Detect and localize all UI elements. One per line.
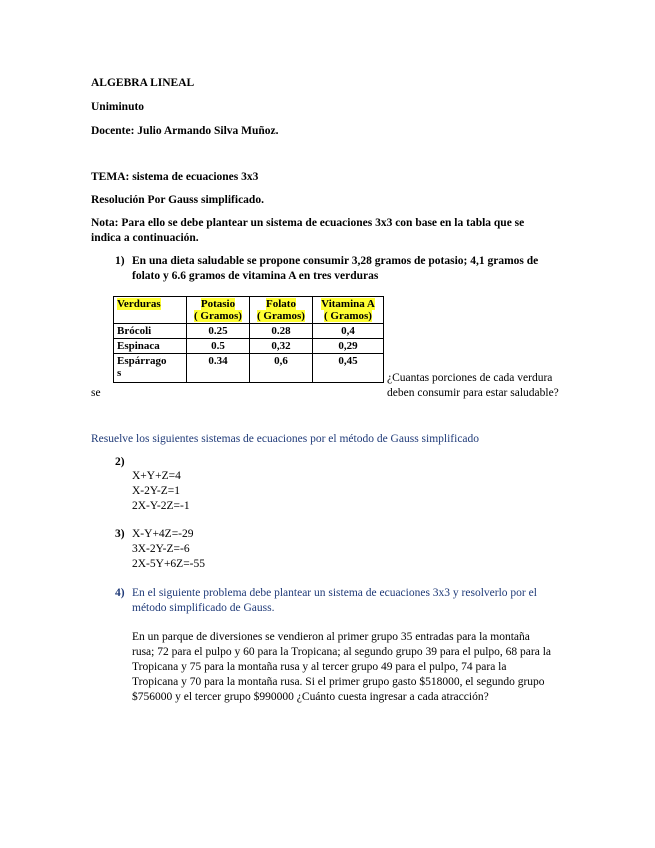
header-cell-potasio [187,297,250,324]
cell-folato: 0,32 [250,339,313,354]
cell-vitamina: 0,29 [313,339,384,354]
equation-2-2: X-2Y-Z=1 [132,485,181,497]
header-label: Folato [266,298,296,310]
cell-vitamina: 0,4 [313,324,384,339]
section-title: Resuelve los siguientes sistemas de ecuaciones por el método de Gauss simplificado [91,433,480,445]
course-title: ALGEBRA LINEAL [91,77,195,89]
problem-4-body-line-2: rusa; 72 para el pulpo y 60 para la Tropicana; al segundo grupo 39 para el pulpo, 68 para la [132,646,551,658]
cell-vegetable [114,354,187,383]
note-line-1: Nota: Para ello se debe plantear un sistema de ecuaciones 3x3 con base en la tabla que se [91,217,525,229]
cell-vegetable: Brócoli [114,324,187,339]
topic-title: TEMA: sistema de ecuaciones 3x3 [91,171,259,183]
cell-folato: 0,6 [250,354,313,383]
problem-4-line-1: En el siguiente problema debe plantear un sistema de ecuaciones 3x3 y resolverlo por el [132,587,537,599]
cell-vitamina: 0,45 [313,354,384,383]
cell-vegetable: Espinaca [114,339,187,354]
teacher-name: Docente: Julio Armando Silva Muñoz. [91,125,279,137]
header-label: Potasio [200,298,236,310]
table-header-row [114,297,384,324]
vegetable-name-wrap: s [117,367,122,379]
question-line-1: ¿Cuantas porciones de cada verdura [387,372,553,384]
header-cell-folato [250,297,313,324]
problem-3-number: 3) [115,528,125,540]
equation-3-2: 3X-2Y-Z=-6 [132,543,190,555]
vegetable-name: Espárrago [117,355,167,367]
problem-4-body-line-1: En un parque de diversiones se vendieron al primer grupo 35 entradas para la montaña [132,631,530,643]
cell-folato: 0.28 [250,324,313,339]
cell-potasio: 0.25 [187,324,250,339]
table-row [114,339,384,354]
header-cell-verduras [114,297,187,324]
table-row [114,354,384,383]
problem-4-number: 4) [115,587,125,599]
problem-1-number: 1) [115,255,125,267]
problem-2-number: 2) [115,456,125,468]
problem-4-body-line-3: Tropicana y 75 para la montaña rusa y al tercer grupo 49 para el pulpo, 74 para la [132,661,507,673]
equation-3-3: 2X-5Y+6Z=-55 [132,558,206,570]
question-se: se [91,387,101,399]
equation-2-3: 2X-Y-2Z=-1 [132,500,190,512]
problem-1-line-1: En una dieta saludable se propone consumir 3,28 gramos de potasio; 4,1 gramos de [132,255,539,267]
problem-4-line-2: método simplificado de Gauss. [132,602,275,614]
header-label: Verduras [117,298,161,310]
equation-2-1: X+Y+Z=4 [132,470,181,482]
table-row [114,324,384,339]
header-unit: ( Gramos) [257,310,305,322]
cell-potasio: 0.5 [187,339,250,354]
header-unit: ( Gramos) [194,310,242,322]
question-line-2: deben consumir para estar saludable? [387,387,559,399]
header-unit: ( Gramos) [324,310,372,322]
vegetable-nutrient-table [113,296,384,383]
header-label: Vitamina A [321,298,375,310]
method-title: Resolución Por Gauss simplificado. [91,194,264,206]
problem-1-line-2: folato y 6.6 gramos de vitamina A en tres verduras [132,270,379,282]
problem-4-body-line-4: Tropicana y 70 para la montaña rusa. Si el primer grupo gasto $518000, el segundo grupo [132,676,545,688]
institution-name: Uniminuto [91,101,145,113]
problem-4-body-line-5: $756000 y el tercer grupo $990000 ¿Cuánto cuesta ingresar a cada atracción? [132,691,489,703]
note-line-2: indica a continuación. [91,232,199,244]
header-cell-vitamina-a [313,297,384,324]
cell-potasio: 0.34 [187,354,250,383]
equation-3-1: X-Y+4Z=-29 [132,528,194,540]
